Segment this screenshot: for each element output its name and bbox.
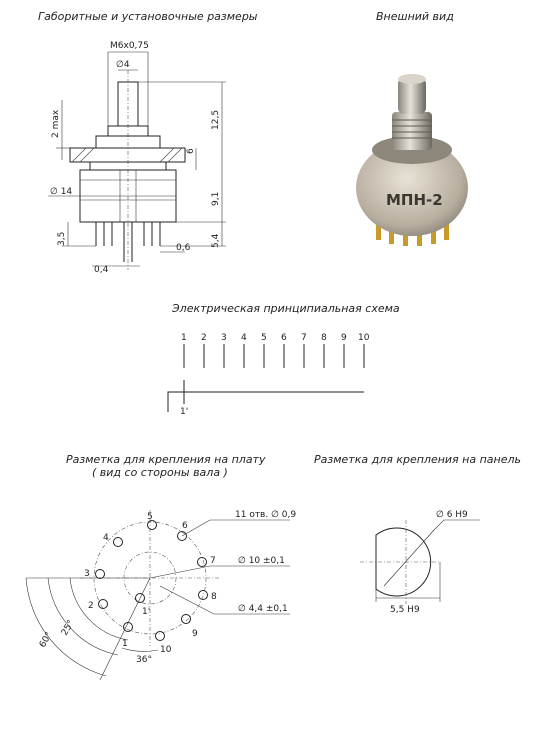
appearance-title: Внешний вид	[376, 10, 454, 23]
angle-36-label: 36°	[136, 655, 152, 665]
schematic-pin-5: 5	[261, 333, 267, 343]
plate-marking-title: Разметка для крепления на плату	[66, 453, 266, 466]
schematic-pin-1: 1	[181, 333, 187, 343]
schematic-pin-2: 2	[201, 333, 207, 343]
width-0-4-label: 0,4	[94, 265, 109, 275]
max-label: 2 max	[51, 109, 61, 138]
height-12-5-label: 12,5	[211, 109, 221, 130]
plate-pin-1: 1	[122, 639, 128, 649]
plate-pin-10: 10	[160, 645, 172, 655]
angle-25-label: 25°	[59, 618, 77, 638]
plate-marking-drawing	[26, 510, 296, 680]
shaft-diameter-label: ∅4	[116, 60, 130, 70]
height-5-4-label: 5,4	[211, 233, 221, 248]
plate-pin-7: 7	[210, 556, 216, 566]
diameter-14-label: ∅ 14	[50, 187, 73, 197]
holes-note-label: 11 отв. ∅ 0,9	[235, 510, 297, 520]
plate-marking-subtitle: ( вид со стороны вала )	[92, 466, 228, 479]
schematic-common-label: 1'	[180, 407, 189, 417]
panel-marking-drawing	[360, 510, 480, 615]
plate-pin-4: 4	[103, 533, 109, 543]
schematic-pin-8: 8	[321, 333, 327, 343]
plate-common-label: 1'	[142, 607, 151, 617]
product-label: МПН-2	[386, 191, 443, 209]
width-5-5-h9-label: 5,5 H9	[390, 605, 420, 615]
diameter-4-4-label: ∅ 4,4 ±0,1	[238, 604, 288, 614]
angle-60-label: 60°	[37, 630, 55, 650]
schematic-pin-6: 6	[281, 333, 287, 343]
thread-label: М6х0,75	[110, 41, 149, 51]
width-0-6-label: 0,6	[176, 243, 191, 253]
diameter-10-label: ∅ 10 ±0,1	[238, 556, 285, 566]
plate-pin-6: 6	[182, 521, 188, 531]
schematic-pin-3: 3	[221, 333, 227, 343]
schematic	[168, 333, 370, 417]
schematic-title: Электрическая принципиальная схема	[172, 302, 400, 315]
plate-pin-8: 8	[211, 592, 217, 602]
schematic-pin-7: 7	[301, 333, 307, 343]
plate-pin-9: 9	[192, 629, 198, 639]
height-9-1-label: 9,1	[211, 191, 221, 206]
plate-pin-2: 2	[88, 601, 94, 611]
product-photo	[356, 74, 468, 246]
plate-pin-3: 3	[84, 569, 90, 579]
schematic-pin-10: 10	[358, 333, 370, 343]
dimension-drawing	[48, 41, 226, 275]
height-3-5-label: 3,5	[57, 231, 67, 246]
plate-pin-5: 5	[147, 512, 153, 522]
schematic-pin-9: 9	[341, 333, 347, 343]
height-6-label: 6	[186, 148, 196, 154]
panel-marking-title: Разметка для крепления на панель	[314, 453, 522, 466]
schematic-pin-4: 4	[241, 333, 247, 343]
diameter-6-h9-label: ∅ 6 H9	[436, 510, 468, 520]
dimensions-title: Габоритные и установочные размеры	[38, 10, 258, 23]
